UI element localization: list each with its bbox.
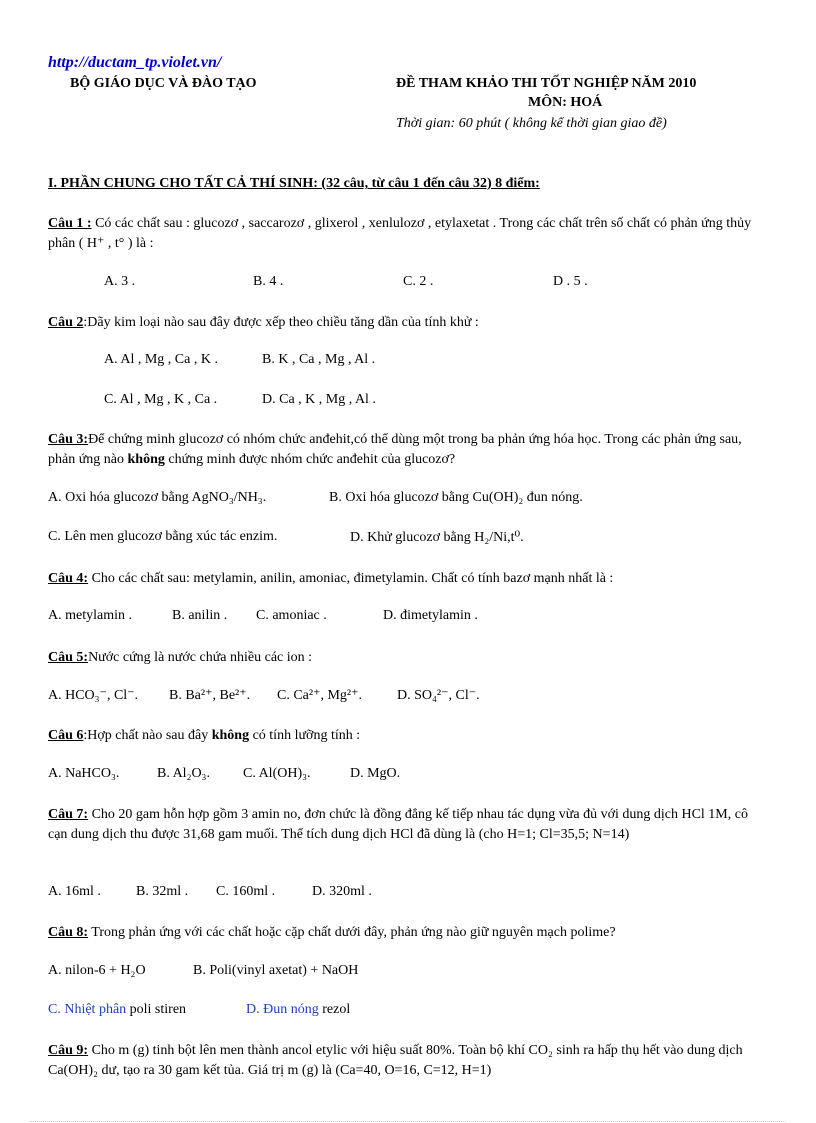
page-footer-divider xyxy=(30,1121,786,1122)
q3-option-c: C. Lên men glucozơ bằng xúc tác enzim. xyxy=(48,529,278,544)
q3-option-b: B. Oxi hóa glucozơ bằng Cu(OH)₂ đun nóng. xyxy=(329,490,583,505)
exam-time: Thời gian: 60 phút ( không kể thời gian giao đề) xyxy=(396,116,667,131)
question-9 xyxy=(48,1041,758,1081)
question-label: Câu 5: xyxy=(48,650,89,665)
question-label: Câu 8: xyxy=(48,925,89,940)
ministry-name: BỘ GIÁO DỤC VÀ ĐÀO TẠO xyxy=(70,76,257,91)
question-text-end: chứng minh được nhóm chức anđehit của glucozơ? xyxy=(164,452,456,467)
q8-option-c xyxy=(48,1002,186,1018)
q8-option-b: B. Poli(vinyl axetat) + NaOH xyxy=(193,963,359,978)
question-label: Câu 3: xyxy=(48,432,89,447)
question-text: Cho m (g) tinh bột lên men thành ancol etylic với hiệu suất 80%. Toàn bộ khí CO₂ sinh ra hấp thụ hết vào dung dịch Ca(OH)₂ dư, tạo ra 30 gam kết tủa. Giá trị m (g) là (Ca=40, O=16, C=12, H=1) xyxy=(48,1043,743,1078)
q8-option-d-highlight: D. Đun nóng xyxy=(246,1002,319,1017)
q5-option-b: B. Ba²⁺, Be²⁺. xyxy=(169,688,251,703)
q7-option-d: D. 320ml . xyxy=(312,884,372,899)
question-text: Trong phản ứng với các chất hoặc cặp chất dưới đây, phản ứng nào giữ nguyên mạch polime? xyxy=(88,925,616,940)
q5-option-a: A. HCO₃⁻, Cl⁻. xyxy=(48,688,139,703)
question-text: Cho các chất sau: metylamin, anilin, amoniac, đimetylamin. Chất có tính bazơ mạnh nhất là : xyxy=(88,571,614,586)
q1-option-b: B. 4 . xyxy=(253,274,284,289)
question-label: Câu 6 xyxy=(48,728,84,743)
q1-option-c: C. 2 . xyxy=(403,274,434,289)
question-text: Cho 20 gam hỗn hợp gồm 3 amin no, đơn chức là đồng đẳng kế tiếp nhau tác dụng vừa đủ với dung dịch HCl 1M, cô cạn dung dịch thu được 31,68 gam muối. Thể tích dung dịch HCl đã dùng là (cho H=1; Cl=35,5; N=14) xyxy=(48,807,748,842)
question-emphasis: không xyxy=(127,452,165,467)
q6-option-c: C. Al(OH)₃. xyxy=(243,766,311,781)
question-2 xyxy=(48,313,758,333)
question-text: Có các chất sau : glucozơ , saccarozơ , glixerol , xenlulozơ , etylaxetat . Trong các chất trên số chất có phản ứng thủy phân xyxy=(48,216,752,251)
q4-option-c: C. amoniac . xyxy=(256,608,327,623)
question-5 xyxy=(48,648,758,668)
exam-subject: MÔN: HOÁ xyxy=(528,95,603,110)
question-text: Để chứng minh glucozơ có nhóm chức anđehit,có thể dùng một trong ba phản ứng hóa học. Trong các phản ứng sau, phản ứng nào xyxy=(48,432,742,467)
question-emphasis: không xyxy=(211,728,250,743)
q4-option-a: A. metylamin . xyxy=(48,608,132,623)
q1-option-a: A. 3 . xyxy=(104,274,136,289)
q2-option-a: A. Al , Mg , Ca , K . xyxy=(104,352,218,367)
question-text-end: có tính lưỡng tính : xyxy=(249,728,361,743)
question-label: Câu 7: xyxy=(48,807,89,822)
q8-option-a: A. nilon-6 + H₂O xyxy=(48,963,146,978)
question-label: Câu 2 xyxy=(48,315,84,330)
q7-option-c: C. 160ml . xyxy=(216,884,276,899)
q2-option-c: C. Al , Mg , K , Ca . xyxy=(104,392,218,407)
q3-option-a: A. Oxi hóa glucozơ bằng AgNO₃/NH₃. xyxy=(48,490,267,505)
question-8 xyxy=(48,923,758,943)
q7-option-b: B. 32ml . xyxy=(136,884,189,899)
q8-option-c-highlight: C. Nhiệt phân xyxy=(48,1002,127,1017)
question-1 xyxy=(48,214,758,254)
q1-option-d: D . 5 . xyxy=(553,274,588,289)
q5-option-d: D. SO₄²⁻, Cl⁻. xyxy=(397,688,480,703)
q6-option-d: D. MgO. xyxy=(350,766,401,781)
question-7 xyxy=(48,805,758,845)
question-text: :Hợp chất nào sau đây xyxy=(83,728,212,743)
question-label: Câu 1 : xyxy=(48,216,92,231)
q8-option-c-text: poli stiren xyxy=(126,1002,187,1017)
question-text: Nước cứng là nước chứa nhiều các ion : xyxy=(88,650,313,665)
q4-option-b: B. anilin . xyxy=(172,608,228,623)
question-4 xyxy=(48,569,758,589)
q8-option-d xyxy=(246,1002,350,1018)
question-3 xyxy=(48,430,758,470)
question-text: :Dãy kim loại nào sau đây được xếp theo chiều tăng dần của tính khử : xyxy=(83,315,479,330)
question-condition: ( H⁺ , t° ) là : xyxy=(78,236,154,251)
q2-option-b: B. K , Ca , Mg , Al . xyxy=(262,352,376,367)
q4-option-d: D. đimetylamin . xyxy=(383,608,478,623)
q2-option-d: D. Ca , K , Mg , Al . xyxy=(262,392,376,407)
q5-option-c: C. Ca²⁺, Mg²⁺. xyxy=(277,688,363,703)
q6-option-b: B. Al₂O₃. xyxy=(157,766,210,781)
q7-option-a: A. 16ml . xyxy=(48,884,101,899)
question-6 xyxy=(48,726,758,746)
exam-title: ĐỀ THAM KHẢO THI TỐT NGHIỆP NĂM 2010 xyxy=(396,76,697,91)
question-label: Câu 4: xyxy=(48,571,89,586)
q8-option-d-text: rezol xyxy=(318,1002,351,1017)
q6-option-a: A. NaHCO₃. xyxy=(48,766,120,781)
source-link[interactable]: http://ductam_tp.violet.vn/ xyxy=(48,54,222,71)
q3-option-d: D. Khử glucozơ bằng H₂/Ni,t⁰. xyxy=(350,530,524,545)
section-title: I. PHẦN CHUNG CHO TẤT CẢ THÍ SINH: (32 câu, từ câu 1 đến câu 32) 8 điểm: xyxy=(48,176,540,191)
question-label: Câu 9: xyxy=(48,1043,89,1058)
